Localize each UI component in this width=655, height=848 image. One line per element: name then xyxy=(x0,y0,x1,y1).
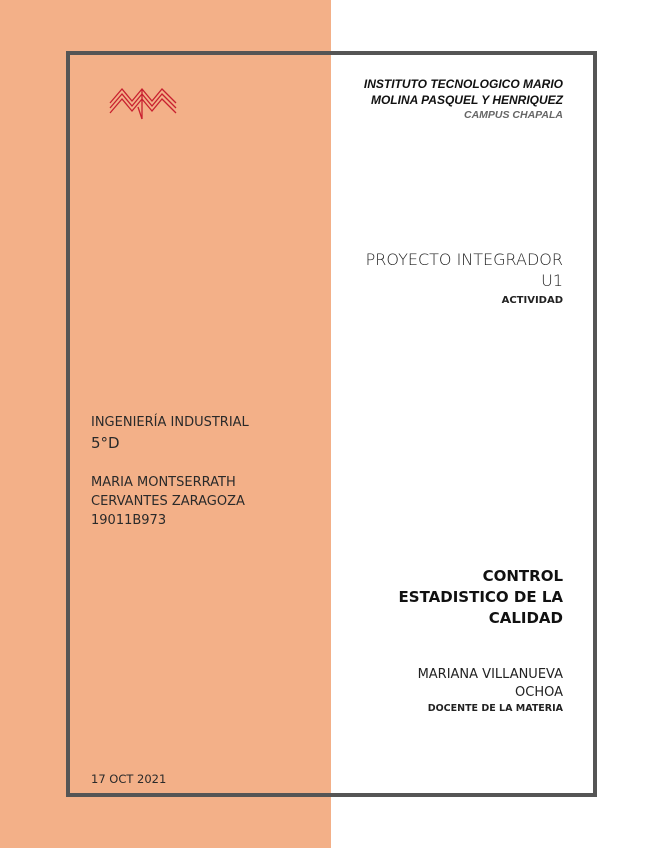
student-id: 19011B973 xyxy=(91,513,167,528)
teacher-role-label: DOCENTE DE LA MATERIA xyxy=(427,703,563,714)
teacher-name-line1: MARIANA VILLANUEVA xyxy=(417,667,563,682)
institute-name-line2: MOLINA PASQUEL Y HENRIQUEZ xyxy=(370,93,563,107)
campus-label: CAMPUS CHAPALA xyxy=(464,109,563,121)
project-block xyxy=(303,249,563,308)
activity-label: ACTIVIDAD xyxy=(501,295,563,306)
career-block xyxy=(91,413,321,453)
student-name-line1: MARIA MONTSERRATH xyxy=(91,475,236,490)
student-block xyxy=(91,473,321,530)
subject-line1: CONTROL xyxy=(482,567,563,585)
subject-line3: CALIDAD xyxy=(488,609,563,627)
teacher-block xyxy=(323,666,563,716)
project-title-line1: PROYECTO INTEGRADOR xyxy=(365,250,563,269)
student-name-line2: CERVANTES ZARAGOZA xyxy=(91,494,245,509)
institute-header xyxy=(323,76,563,122)
date-label: 17 OCT 2021 xyxy=(91,772,167,786)
project-title-line2: U1 xyxy=(541,271,563,290)
tecnm-logo-icon xyxy=(108,83,178,123)
subject-title xyxy=(323,566,563,629)
institute-name-line1: INSTITUTO TECNOLOGICO MARIO xyxy=(363,77,563,91)
teacher-name-line2: OCHOA xyxy=(515,685,563,700)
group-label: 5°D xyxy=(91,434,120,452)
subject-line2: ESTADISTICO DE LA xyxy=(398,588,563,606)
career-name: INGENIERÍA INDUSTRIAL xyxy=(91,415,249,430)
